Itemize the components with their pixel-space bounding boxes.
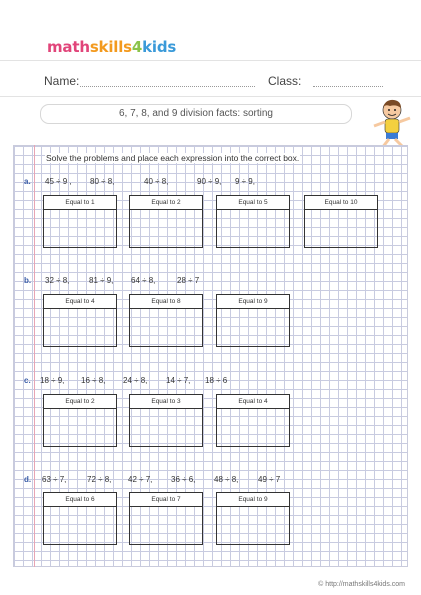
section-b-letter: b. [24, 276, 32, 285]
class-field[interactable] [313, 86, 383, 87]
answer-box-a1[interactable] [43, 195, 117, 248]
box-label: Equal to 3 [130, 395, 202, 409]
footer-copyright: © http://mathskills4kids.com [318, 581, 405, 588]
section-c-problem: 14 ÷ 7, [166, 376, 191, 385]
box-label: Equal to 9 [217, 295, 289, 309]
section-b-problem: 32 ÷ 8, [45, 276, 70, 285]
box-label: Equal to 4 [44, 295, 116, 309]
section-a-problem: 80 ÷ 8, [90, 177, 115, 186]
section-a-problem: 40 ÷ 8, [144, 177, 169, 186]
section-c-problem: 18 ÷ 6 [205, 376, 228, 385]
section-c-problem: 24 ÷ 8, [123, 376, 148, 385]
section-d-problem: 63 ÷ 7, [42, 475, 67, 484]
header-divider-bottom [0, 96, 421, 97]
section-d-problem: 42 ÷ 7, [128, 475, 153, 484]
section-c-problem: 16 ÷ 8, [81, 376, 106, 385]
grid-margin-line [34, 145, 35, 567]
answer-box-b1[interactable] [43, 294, 117, 347]
box-label: Equal to 1 [44, 196, 116, 210]
answer-box-a4[interactable] [304, 195, 378, 248]
section-a-problem: 9 ÷ 9, [235, 177, 255, 186]
name-label: Name: [44, 74, 80, 88]
site-logo [47, 38, 176, 56]
worksheet-title: 6, 7, 8, and 9 division facts: sorting [40, 104, 352, 124]
header-divider-top [0, 60, 421, 61]
class-label: Class: [268, 74, 302, 88]
section-b-problem: 64 ÷ 8, [131, 276, 156, 285]
box-label: Equal to 8 [130, 295, 202, 309]
answer-box-c2[interactable] [129, 394, 203, 447]
logo-math: math [47, 38, 90, 56]
logo-kids: kids [142, 38, 177, 56]
answer-box-b2[interactable] [129, 294, 203, 347]
answer-box-d1[interactable] [43, 492, 117, 545]
box-label: Equal to 5 [217, 196, 289, 210]
answer-box-b3[interactable] [216, 294, 290, 347]
section-d-problem: 72 ÷ 8, [87, 475, 112, 484]
section-d-problem: 49 ÷ 7 [258, 475, 281, 484]
section-a-problem: 90 ÷ 9, [197, 177, 222, 186]
answer-box-a3[interactable] [216, 195, 290, 248]
box-label: Equal to 2 [44, 395, 116, 409]
answer-box-d3[interactable] [216, 492, 290, 545]
section-c-letter: c. [24, 376, 31, 385]
answer-box-d2[interactable] [129, 492, 203, 545]
section-a-problem: 45 ÷ 9 , [45, 177, 72, 186]
name-field[interactable] [80, 86, 255, 87]
section-d-problem: 48 ÷ 8, [214, 475, 239, 484]
answer-box-a2[interactable] [129, 195, 203, 248]
section-d-letter: d. [24, 475, 32, 484]
box-label: Equal to 2 [130, 196, 202, 210]
logo-skills: skills [89, 38, 132, 56]
box-label: Equal to 4 [217, 395, 289, 409]
instructions: Solve the problems and place each expression into the correct box. [46, 153, 300, 163]
box-label: Equal to 10 [305, 196, 377, 210]
logo-4: 4 [131, 38, 143, 56]
section-c-problem: 18 ÷ 9, [40, 376, 65, 385]
answer-box-c3[interactable] [216, 394, 290, 447]
answer-box-c1[interactable] [43, 394, 117, 447]
section-d-problem: 36 ÷ 6, [171, 475, 196, 484]
section-a-letter: a. [24, 177, 31, 186]
box-label: Equal to 6 [44, 493, 116, 507]
section-b-problem: 28 ÷ 7 [177, 276, 200, 285]
box-label: Equal to 9 [217, 493, 289, 507]
box-label: Equal to 7 [130, 493, 202, 507]
section-b-problem: 81 ÷ 9, [89, 276, 114, 285]
